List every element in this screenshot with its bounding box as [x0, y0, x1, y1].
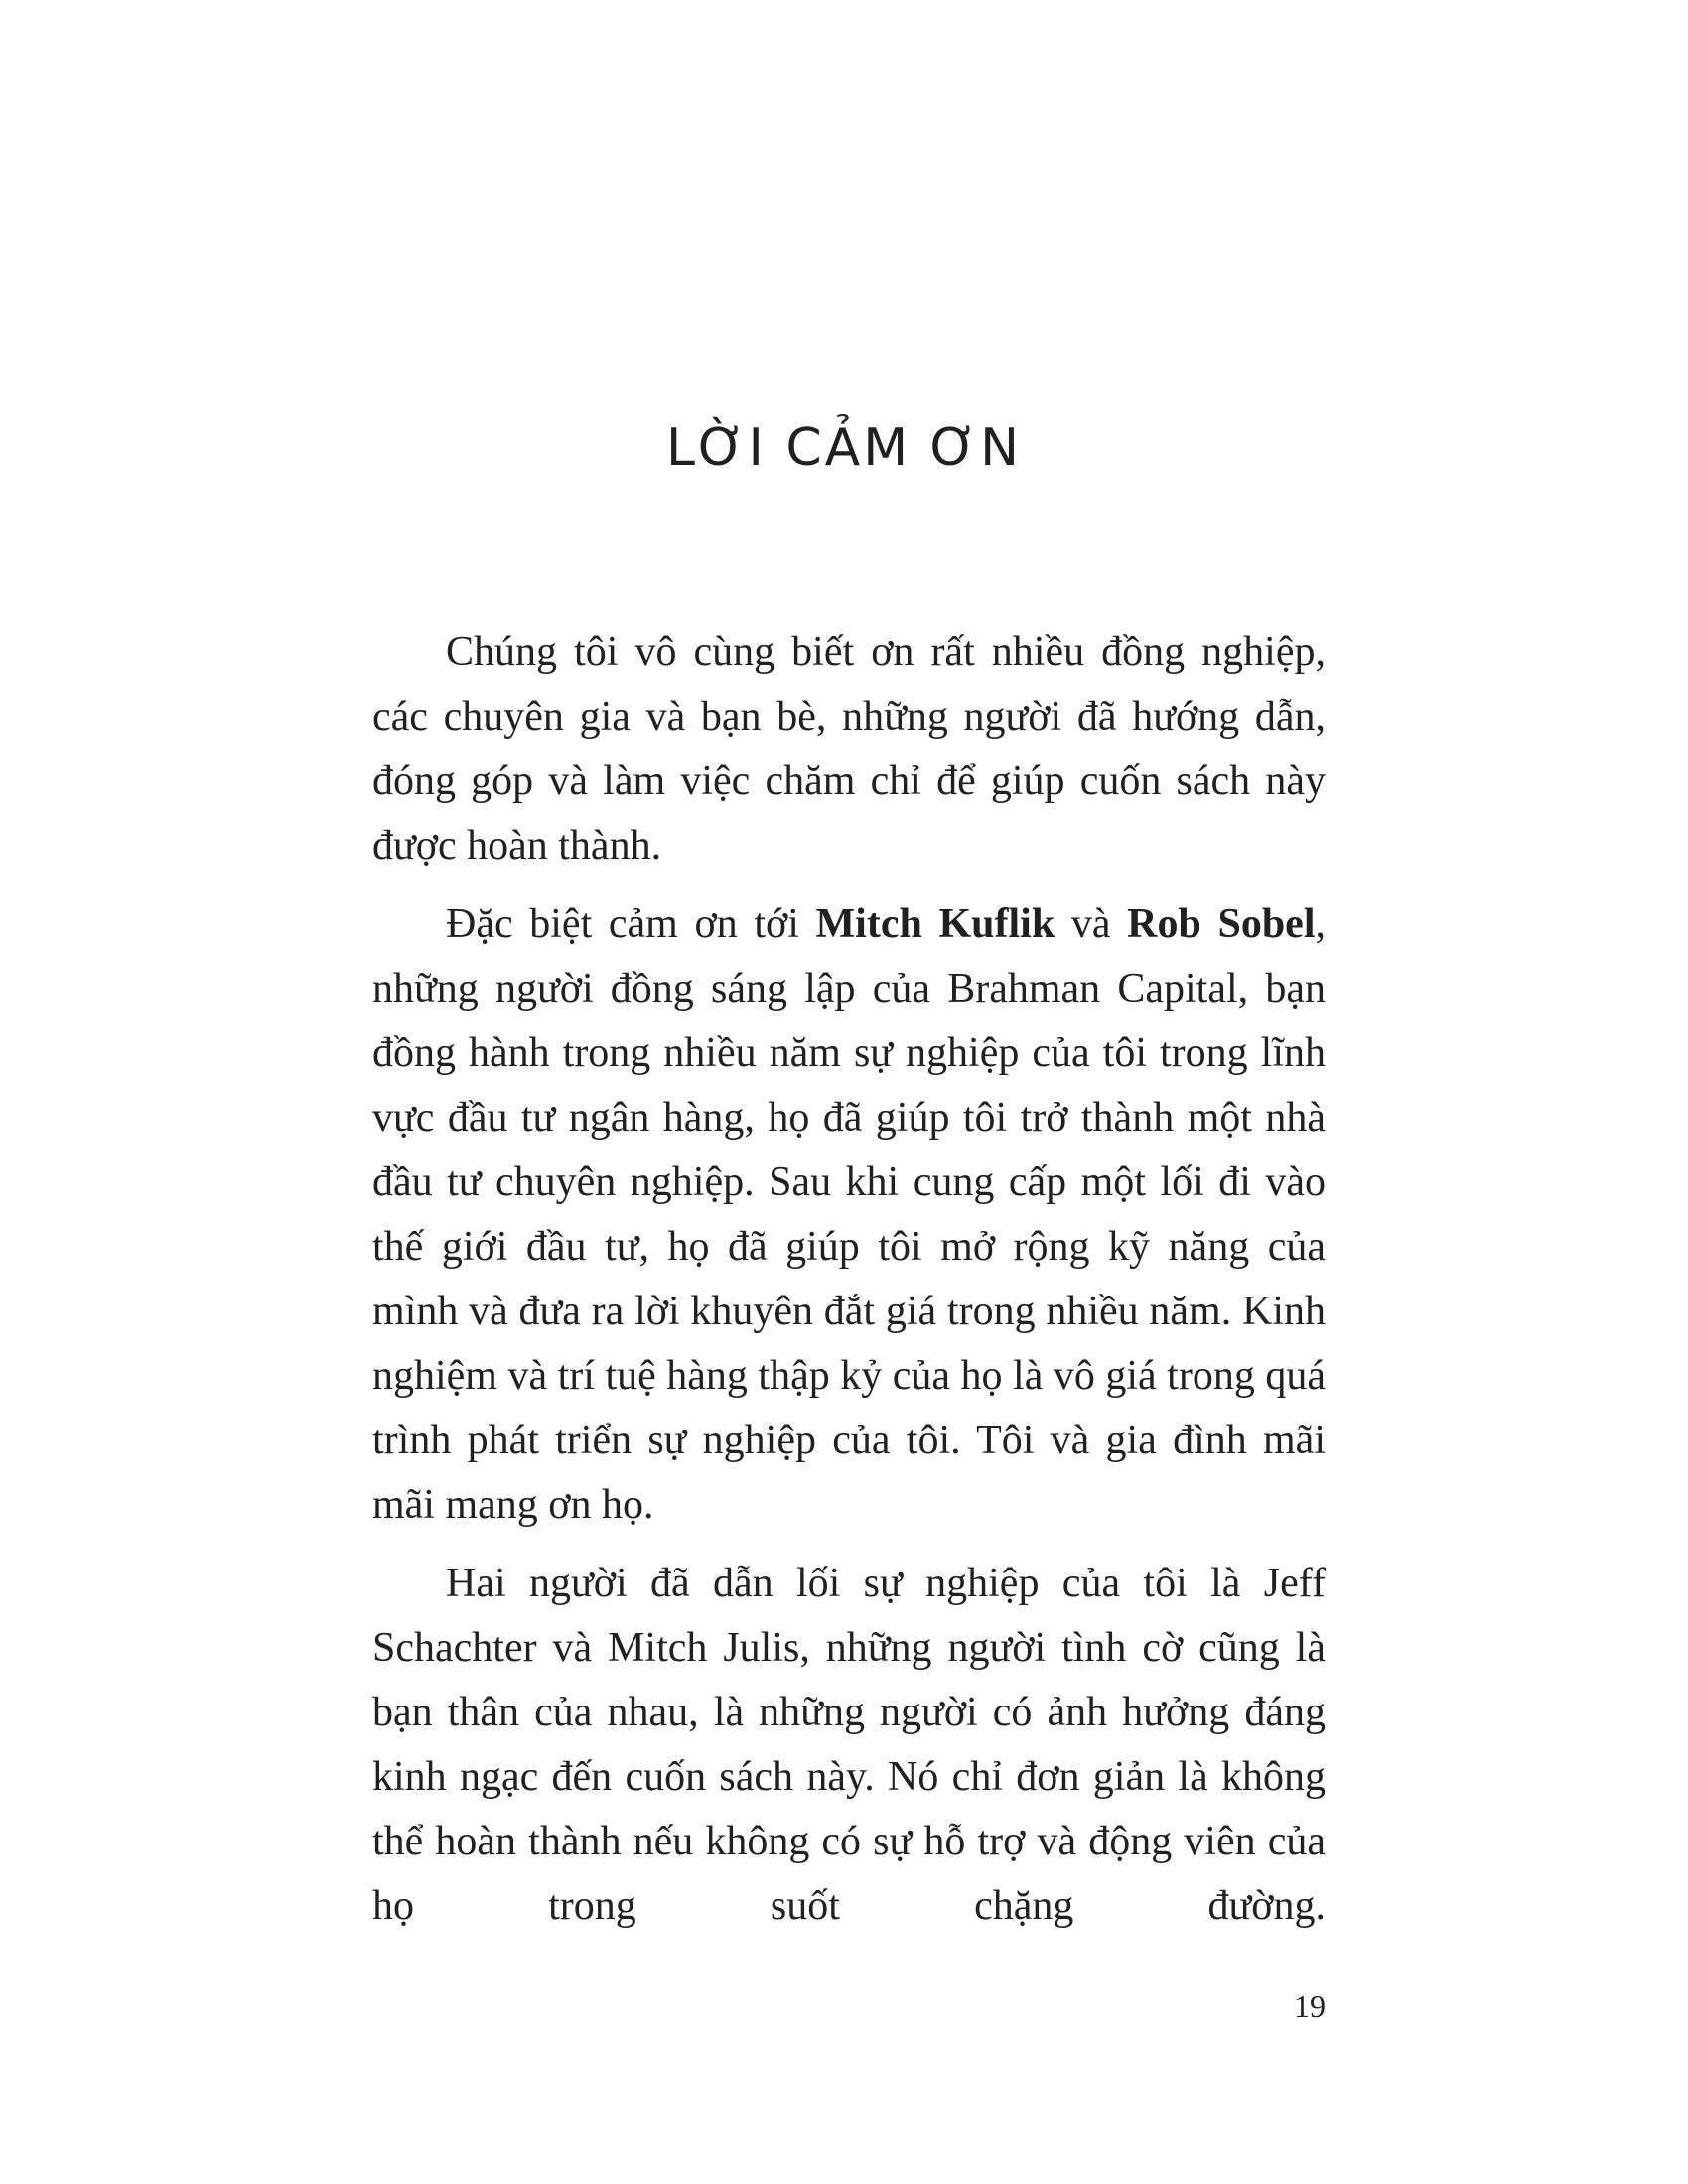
paragraph-2-intro: Đặc biệt cảm ơn tới	[446, 901, 816, 947]
body-text	[372, 620, 1326, 1953]
page-title: LỜI CẢM ƠN	[666, 418, 1022, 478]
name-rob-sobel: Rob Sobel	[1127, 901, 1316, 947]
name-mitch-kuflik: Mitch Kuflik	[815, 901, 1055, 947]
paragraph-2	[372, 892, 1326, 1538]
paragraph-3: Hai người đã dẫn lối sự nghiệp của tôi là Jeff Schachter và Mitch Julis, những người tình cờ cũng là bạn thân của nhau, là những người có ảnh hưởng đáng kinh ngạc đến cuốn sách này. Nó chỉ đơn giản là không thể hoàn thành nếu không có sự hỗ trợ và động viên của họ trong suốt chặng đường.	[372, 1561, 1326, 1929]
page-number: 19	[1294, 1988, 1326, 2024]
paragraph-2-conjunction: và	[1055, 901, 1128, 947]
paragraph-2-rest: , những người đồng sáng lập của Brahman Capital, bạn đồng hành trong nhiều năm sự nghiệp của tôi trong lĩnh vực đầu tư ngân hàng, họ đã giúp tôi trở thành một nhà đầu tư chuyên nghiệp. Sau khi cung cấp một lối đi vào thế giới đầu tư, họ đã giúp tôi mở rộng kỹ năng của mình và đưa ra lời khuyên đắt giá trong nhiều năm. Kinh nghiệm và trí tuệ hàng thập kỷ của họ là vô giá trong quá trình phát triển sự nghiệp của tôi. Tôi và gia đình mãi mãi mang ơn họ.	[372, 901, 1326, 1528]
paragraph-1: Chúng tôi vô cùng biết ơn rất nhiều đồng nghiệp, các chuyên gia và bạn bè, những người đã hướng dẫn, đóng góp và làm việc chăm chỉ để giúp cuốn sách này được hoàn thành.	[372, 629, 1326, 869]
